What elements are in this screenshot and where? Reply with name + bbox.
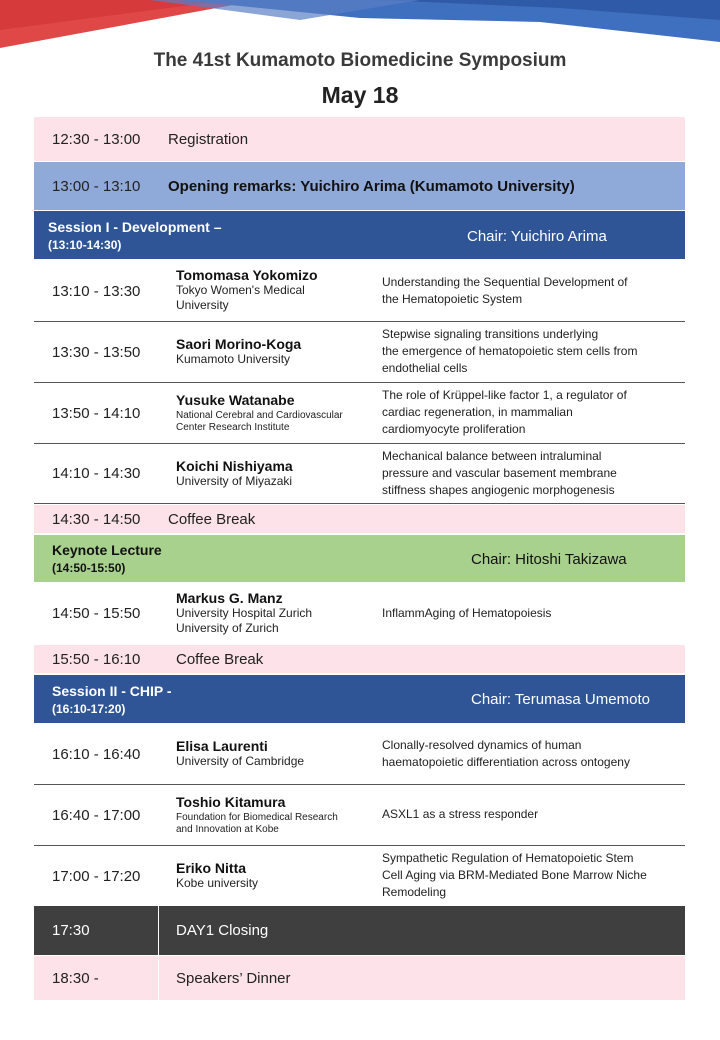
registration-label: Registration: [168, 131, 249, 148]
speaker-affiliation: and Innovation at Kobe: [176, 824, 279, 835]
speaker-name: Toshio Kitamura: [176, 794, 286, 810]
talk-topic: pressure and vascular basement membrane: [382, 466, 617, 480]
speaker-name: Elisa Laurenti: [176, 738, 268, 754]
talk-topic: The role of Krüppel-like factor 1, a regulator of: [382, 388, 627, 402]
break-time: 15:50 - 16:10: [52, 651, 141, 668]
talk-row: [34, 383, 685, 444]
talk-topic: the emergence of hematopoietic stem cells from: [382, 344, 638, 358]
closing-time: 17:30: [52, 922, 90, 939]
opening-row: [34, 162, 685, 210]
page-title: The 41st Kumamoto Biomedicine Symposium: [153, 50, 567, 71]
dinner-label: Speakers’ Dinner: [176, 970, 291, 987]
talk-time: 17:00 - 17:20: [52, 868, 141, 885]
opening-label: Opening remarks: Yuichiro Arima (Kumamoto University): [168, 178, 575, 195]
talk-row: [34, 785, 685, 846]
talk-topic: Sympathetic Regulation of Hematopoietic Stem: [382, 851, 634, 865]
speaker-affiliation: Kumamoto University: [176, 352, 291, 366]
session2-title: Session II - CHIP -: [52, 683, 172, 699]
talk-topic: Clonally-resolved dynamics of human: [382, 738, 582, 752]
coffee-break-row: [34, 505, 685, 533]
talk-topic: Remodeling: [382, 885, 447, 899]
column-divider: [158, 906, 159, 955]
speaker-affiliation: Tokyo Women's Medical: [176, 283, 305, 297]
talk-time: 16:10 - 16:40: [52, 746, 141, 763]
talk-topic: cardiomyocyte proliferation: [382, 422, 526, 436]
talk-time: 13:50 - 14:10: [52, 405, 141, 422]
talk-time: 16:40 - 17:00: [52, 807, 141, 824]
speaker-affiliation: University Hospital Zurich: [176, 606, 313, 620]
talk-row: [34, 724, 685, 785]
session1-header: [34, 211, 685, 259]
talk-topic: Mechanical balance between intraluminal: [382, 449, 602, 463]
speaker-name: Tomomasa Yokomizo: [176, 267, 318, 283]
speaker-name: Saori Morino-Koga: [176, 336, 302, 352]
talk-topic: InflammAging of Hematopoiesis: [382, 606, 552, 620]
talk-topic: Cell Aging via BRM-Mediated Bone Marrow Niche: [382, 868, 647, 882]
talk-topic: Understanding the Sequential Development of: [382, 275, 628, 289]
page-date: May 18: [321, 82, 399, 108]
speaker-affiliation: University: [176, 298, 229, 312]
keynote-chair: Chair: Hitoshi Takizawa: [471, 551, 627, 568]
talk-topic: haematopoietic differentiation across ontogeny: [382, 755, 630, 769]
column-divider: [158, 956, 159, 1000]
talk-topic: endothelial cells: [382, 361, 468, 375]
break-label: Coffee Break: [168, 511, 256, 528]
keynote-header: [34, 535, 685, 582]
session2-time: (16:10-17:20): [52, 702, 126, 716]
speaker-name: Koichi Nishiyama: [176, 458, 293, 474]
talk-topic: Stepwise signaling transitions underlying: [382, 327, 599, 341]
speaker-affiliation: Foundation for Biomedical Research: [176, 812, 338, 823]
talk-row: [34, 444, 685, 504]
talk-time: 13:30 - 13:50: [52, 344, 141, 361]
session1-chair: Chair: Yuichiro Arima: [467, 228, 607, 245]
closing-label: DAY1 Closing: [176, 922, 269, 939]
session2-header: [34, 675, 685, 723]
break-time: 14:30 - 14:50: [52, 511, 141, 528]
closing-row: [34, 906, 685, 955]
talk-row: [34, 261, 685, 322]
session1-time: (13:10-14:30): [48, 238, 122, 252]
speaker-name: Markus G. Manz: [176, 590, 283, 606]
talk-topic: ASXL1 as a stress responder: [382, 807, 539, 821]
talk-topic: cardiac regeneration, in mammalian: [382, 405, 573, 419]
speaker-affiliation: University of Miyazaki: [176, 474, 293, 488]
talk-time: 14:50 - 15:50: [52, 605, 141, 622]
talk-row: [34, 584, 685, 644]
registration-time: 12:30 - 13:00: [52, 131, 141, 148]
opening-time: 13:00 - 13:10: [52, 178, 141, 195]
talk-row: [34, 846, 685, 906]
registration-row: [34, 117, 685, 161]
speaker-affiliation: University of Cambridge: [176, 754, 305, 768]
talk-topic: the Hematopoietic System: [382, 292, 523, 306]
speaker-affiliation: Kobe university: [176, 876, 259, 890]
session2-chair: Chair: Terumasa Umemoto: [471, 691, 650, 708]
talk-topic: stiffness shapes angiogenic morphogenesis: [382, 483, 615, 497]
talk-time: 13:10 - 13:30: [52, 283, 141, 300]
coffee-break-row: [34, 645, 685, 673]
dinner-time: 18:30 -: [52, 970, 99, 987]
speaker-affiliation: Center Research Institute: [176, 422, 290, 433]
dinner-row: [34, 956, 685, 1000]
talk-row: [34, 322, 685, 383]
keynote-time: (14:50-15:50): [52, 561, 126, 575]
break-label: Coffee Break: [176, 651, 264, 668]
speaker-affiliation: University of Zurich: [176, 621, 279, 635]
speaker-name: Yusuke Watanabe: [176, 392, 295, 408]
speaker-name: Eriko Nitta: [176, 860, 247, 876]
session1-title: Session I - Development –: [48, 219, 222, 235]
talk-time: 14:10 - 14:30: [52, 465, 141, 482]
speaker-affiliation: National Cerebral and Cardiovascular: [176, 410, 343, 421]
keynote-title: Keynote Lecture: [52, 542, 162, 558]
